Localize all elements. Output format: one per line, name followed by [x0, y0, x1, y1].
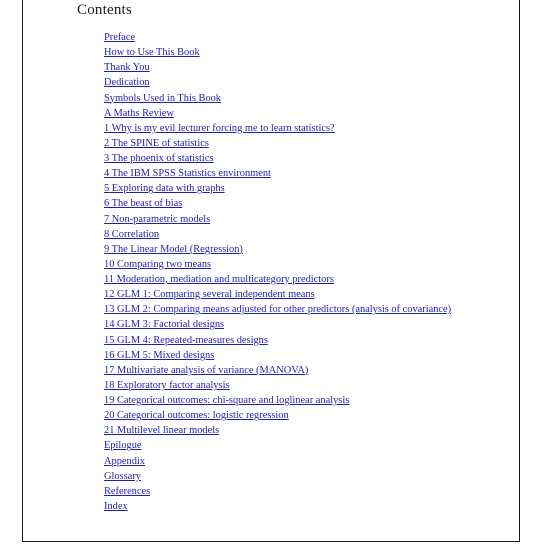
- toc-item: [104, 181, 451, 196]
- toc-item: [104, 212, 451, 227]
- toc-item: [104, 393, 451, 408]
- toc-item: [104, 302, 451, 317]
- toc-item: [104, 106, 451, 121]
- toc-item: [104, 378, 451, 393]
- toc-link[interactable]: 13 GLM 2: Comparing means adjusted for other predictors (analysis of covariance): [104, 304, 452, 316]
- toc-link[interactable]: Appendix: [104, 455, 145, 467]
- toc-link[interactable]: 4 The IBM SPSS Statistics environment: [104, 168, 271, 180]
- toc-item: [104, 499, 451, 514]
- toc-link[interactable]: 21 Multilevel linear models: [104, 425, 220, 437]
- toc-item: [104, 121, 451, 136]
- toc-link[interactable]: Symbols Used in This Book: [104, 92, 222, 104]
- toc-link[interactable]: 8 Correlation: [104, 228, 160, 240]
- toc-item: [104, 408, 451, 423]
- toc-link[interactable]: 19 Categorical outcomes: chi-square and loglinear analysis: [104, 395, 350, 406]
- toc-link[interactable]: 20 Categorical outcomes: logistic regression: [104, 410, 289, 422]
- toc-item: [104, 363, 451, 378]
- toc-link[interactable]: 14 GLM 3: Factorial designs: [104, 319, 225, 331]
- toc-item: [104, 454, 451, 469]
- toc-item: [104, 75, 451, 90]
- toc-item: [104, 272, 451, 287]
- toc-link[interactable]: 11 Moderation, mediation and multicategory predictors: [104, 274, 334, 285]
- toc-link[interactable]: Preface: [104, 32, 136, 43]
- toc-item: [104, 242, 451, 257]
- toc-item: [104, 151, 451, 166]
- toc-item: [104, 227, 451, 242]
- toc-item: [104, 287, 451, 302]
- toc-link[interactable]: Glossary: [104, 470, 141, 482]
- toc-item: [104, 196, 451, 211]
- toc-item: [104, 333, 451, 348]
- toc-link[interactable]: How to Use This Book: [104, 47, 200, 59]
- toc-item: [104, 438, 451, 453]
- toc-link[interactable]: 18 Exploratory factor analysis: [104, 379, 230, 391]
- toc-link[interactable]: Epilogue: [104, 440, 142, 452]
- toc-item: [104, 30, 451, 45]
- toc-link[interactable]: 16 GLM 5: Mixed designs: [104, 349, 215, 361]
- toc-item: [104, 423, 451, 438]
- toc-item: [104, 469, 451, 484]
- toc-item: [104, 317, 451, 332]
- table-of-contents: [104, 30, 451, 514]
- toc-link[interactable]: References: [104, 485, 151, 497]
- toc-link[interactable]: 9 The Linear Model (Regression): [104, 243, 243, 255]
- toc-link[interactable]: 15 GLM 4: Repeated-measures designs: [104, 334, 268, 346]
- toc-link[interactable]: 5 Exploring data with graphs: [104, 183, 225, 195]
- toc-link[interactable]: Thank You: [104, 62, 150, 74]
- toc-link[interactable]: A Maths Review: [104, 107, 174, 119]
- toc-link[interactable]: 6 The beast of bias: [104, 198, 183, 210]
- toc-item: [104, 257, 451, 272]
- toc-link[interactable]: 1 Why is my evil lecturer forcing me to learn statistics?: [104, 122, 335, 134]
- toc-link[interactable]: 17 Multivariate analysis of variance (MANOVA): [104, 364, 309, 376]
- contents-heading: Contents: [77, 2, 132, 18]
- toc-item: [104, 348, 451, 363]
- toc-link[interactable]: 7 Non-parametric models: [104, 213, 211, 225]
- toc-link[interactable]: Index: [104, 500, 128, 512]
- toc-item: [104, 45, 451, 60]
- toc-link[interactable]: 2 The SPINE of statistics: [104, 137, 209, 149]
- toc-item: [104, 484, 451, 499]
- toc-item: [104, 91, 451, 106]
- toc-link[interactable]: 10 Comparing two means: [104, 258, 212, 270]
- toc-item: [104, 136, 451, 151]
- toc-item: [104, 166, 451, 181]
- toc-link[interactable]: Dedication: [104, 77, 150, 89]
- toc-link[interactable]: 12 GLM 1: Comparing several independent means: [104, 289, 315, 301]
- toc-link[interactable]: 3 The phoenix of statistics: [104, 153, 214, 164]
- toc-item: [104, 60, 451, 75]
